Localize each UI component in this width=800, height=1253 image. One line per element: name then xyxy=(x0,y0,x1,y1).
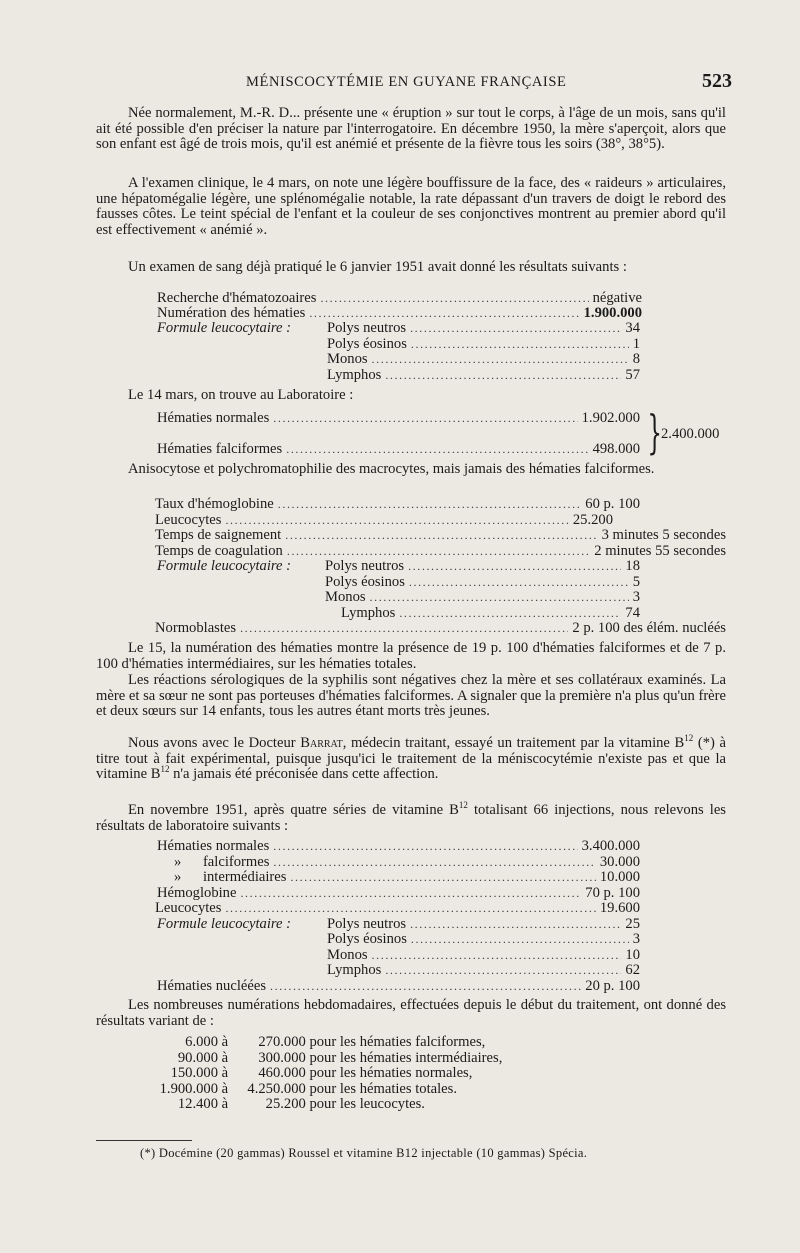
table-row: » falciformes ..... 30.000 xyxy=(174,854,640,870)
table-row: Formule leucocytaire : Polys neutros ..... 25 xyxy=(157,916,640,932)
paragraph-treatment: Nous avons avec le Docteur Barrat, médecin traitant, essayé un traitement par la vitamine $B^{12}$ (*) à titre tout à fait expérimental, puisque jusqu'ici le traitement de la méniscocytémie n'existe pas et que la vitamine $B^{12}$ n'a jamais été préconisée dans cette affection. xyxy=(96,733,727,783)
paragraph-anisocytose: Anisocytose et polychromatophilie des macrocytes, mais jamais des hématies falciformes. xyxy=(128,461,655,477)
table-row: Monos ..... 3 xyxy=(325,589,640,605)
paragraph-march-15: Le 15, la numération des hématies montre la présence de 19 p. 100 d'hématies falciformes et de 7 p. 100 d'hématies intermédiaires, sur les hématies totales. xyxy=(96,640,726,672)
paragraph-first-blood-test: Un examen de sang déjà pratiqué le 6 janvier 1951 avait donné les résultats suivants : xyxy=(128,259,627,275)
paragraph-history: Née normalement, M.-R. D... présente une « éruption » sur tout le corps, à l'âge de un mois, sans qu'il ait été possible d'en préciser la nature par l'interrogatoire. En décembre 1950, la mère s'aperçoit, alors que son enfant est âgé de trois mois, qu'il est anémié et présente de la fièvre tous les soirs (38°, 38°5). xyxy=(96,105,726,153)
table-row: Normoblastes ..... 2 p. 100 des élém. nucléés xyxy=(155,620,726,636)
list-item: 12.400 à 25.200 pour les leucocytes. xyxy=(177,1096,425,1112)
page-number: 523 xyxy=(702,70,732,92)
table-row: Polys éosinos ..... 3 xyxy=(327,931,640,947)
table-row: Lymphos ..... 57 xyxy=(327,367,640,383)
list-item: 6.000 à 270.000 pour les hématies falciformes, xyxy=(185,1034,486,1050)
table-row: Hématies normales ..... 3.400.000 xyxy=(157,838,640,854)
list-item: 150.000 à 460.000 pour les hématies normales, xyxy=(170,1065,473,1081)
running-title: MÉNISCOCYTÉMIE EN GUYANE FRANÇAISE xyxy=(246,74,567,90)
table-row: Temps de coagulation ..... 2 minutes 55 secondes xyxy=(155,543,726,559)
table-row: Polys éosinos ..... 5 xyxy=(325,574,640,590)
table-row: Recherche d'hématozoaires ..... négative xyxy=(157,290,642,306)
table-row: Lymphos ..... 74 xyxy=(341,605,640,621)
table-row: Numération des hématies ..... 1.900.000 xyxy=(157,305,642,321)
table-row: Hémoglobine ..... 70 p. 100 xyxy=(157,885,640,901)
table-row: Temps de saignement ..... 3 minutes 5 secondes xyxy=(155,527,726,543)
table-row: Monos ..... 8 xyxy=(327,351,640,367)
footnote-divider xyxy=(96,1140,192,1141)
brace-symbol: } xyxy=(647,405,662,459)
table-row: Hématies falciformes ..... 498.000 xyxy=(157,441,640,457)
table-row: Polys éosinos ..... 1 xyxy=(327,336,640,352)
paragraph-clinical-exam: A l'examen clinique, le 4 mars, on note une légère bouffissure de la face, des « raideurs » articulaires, une hépatomégalie légère, une splénomégalie notable, la rate dépassant d'un travers de doigt le rebord des fausses côtes. Le teint spécial de l'enfant et la couleur de ses conjonctives montrent au premier abord qu'il est effectivement « anémié ». xyxy=(96,175,726,238)
paragraph-november-1951: En novembre 1951, après quatre séries de vitamine $B^{12}$ totalisant 66 injections, nous relevons les résultats de laboratoire suivants : xyxy=(96,800,726,834)
table-row: Taux d'hémoglobine ..... 60 p. 100 xyxy=(155,496,640,512)
table-row: » intermédiaires ..... 10.000 xyxy=(174,869,640,885)
table-row: Hématies nucléées ..... 20 p. 100 xyxy=(157,978,640,994)
footnote: (*) Docémine (20 gammas) Roussel et vitamine B12 injectable (10 gammas) Spécia. xyxy=(140,1146,588,1160)
paragraph-serology: Les réactions sérologiques de la syphilis sont négatives chez la mère et ses collatéraux examinés. La mère et sa sœur ne sont pas porteuses d'hématies falciformes. A signaler que la première n'a plus qu'un frère et deux sœurs sur 14 enfants, tous les autres étant morts très jeunes. xyxy=(96,672,726,720)
table-row: Lymphos ..... 62 xyxy=(327,962,640,978)
hematies-total: 2.400.000 xyxy=(661,426,720,442)
paragraph-march-14: Le 14 mars, on trouve au Laboratoire : xyxy=(128,387,354,403)
table-row: Formule leucocytaire : Polys neutros ..... 34 xyxy=(157,320,640,336)
list-item: 1.900.000 à 4.250.000 pour les hématies totales. xyxy=(159,1081,457,1097)
table-row: Hématies normales ..... 1.902.000 xyxy=(157,410,640,426)
table-row: Leucocytes ..... 19.600 xyxy=(155,900,640,916)
table-row: Leucocytes ..... 25.200 xyxy=(155,512,613,528)
paragraph-weekly-counts: Les nombreuses numérations hebdomadaires, effectuées depuis le début du traitement, ont donné des résultats variant de : xyxy=(96,997,726,1029)
table-row: Monos ..... 10 xyxy=(327,947,640,963)
page-header xyxy=(96,70,732,96)
table-row: Formule leucocytaire : Polys neutros ..... 18 xyxy=(157,558,640,574)
list-item: 90.000 à 300.000 pour les hématies intermédiaires, xyxy=(177,1050,503,1066)
